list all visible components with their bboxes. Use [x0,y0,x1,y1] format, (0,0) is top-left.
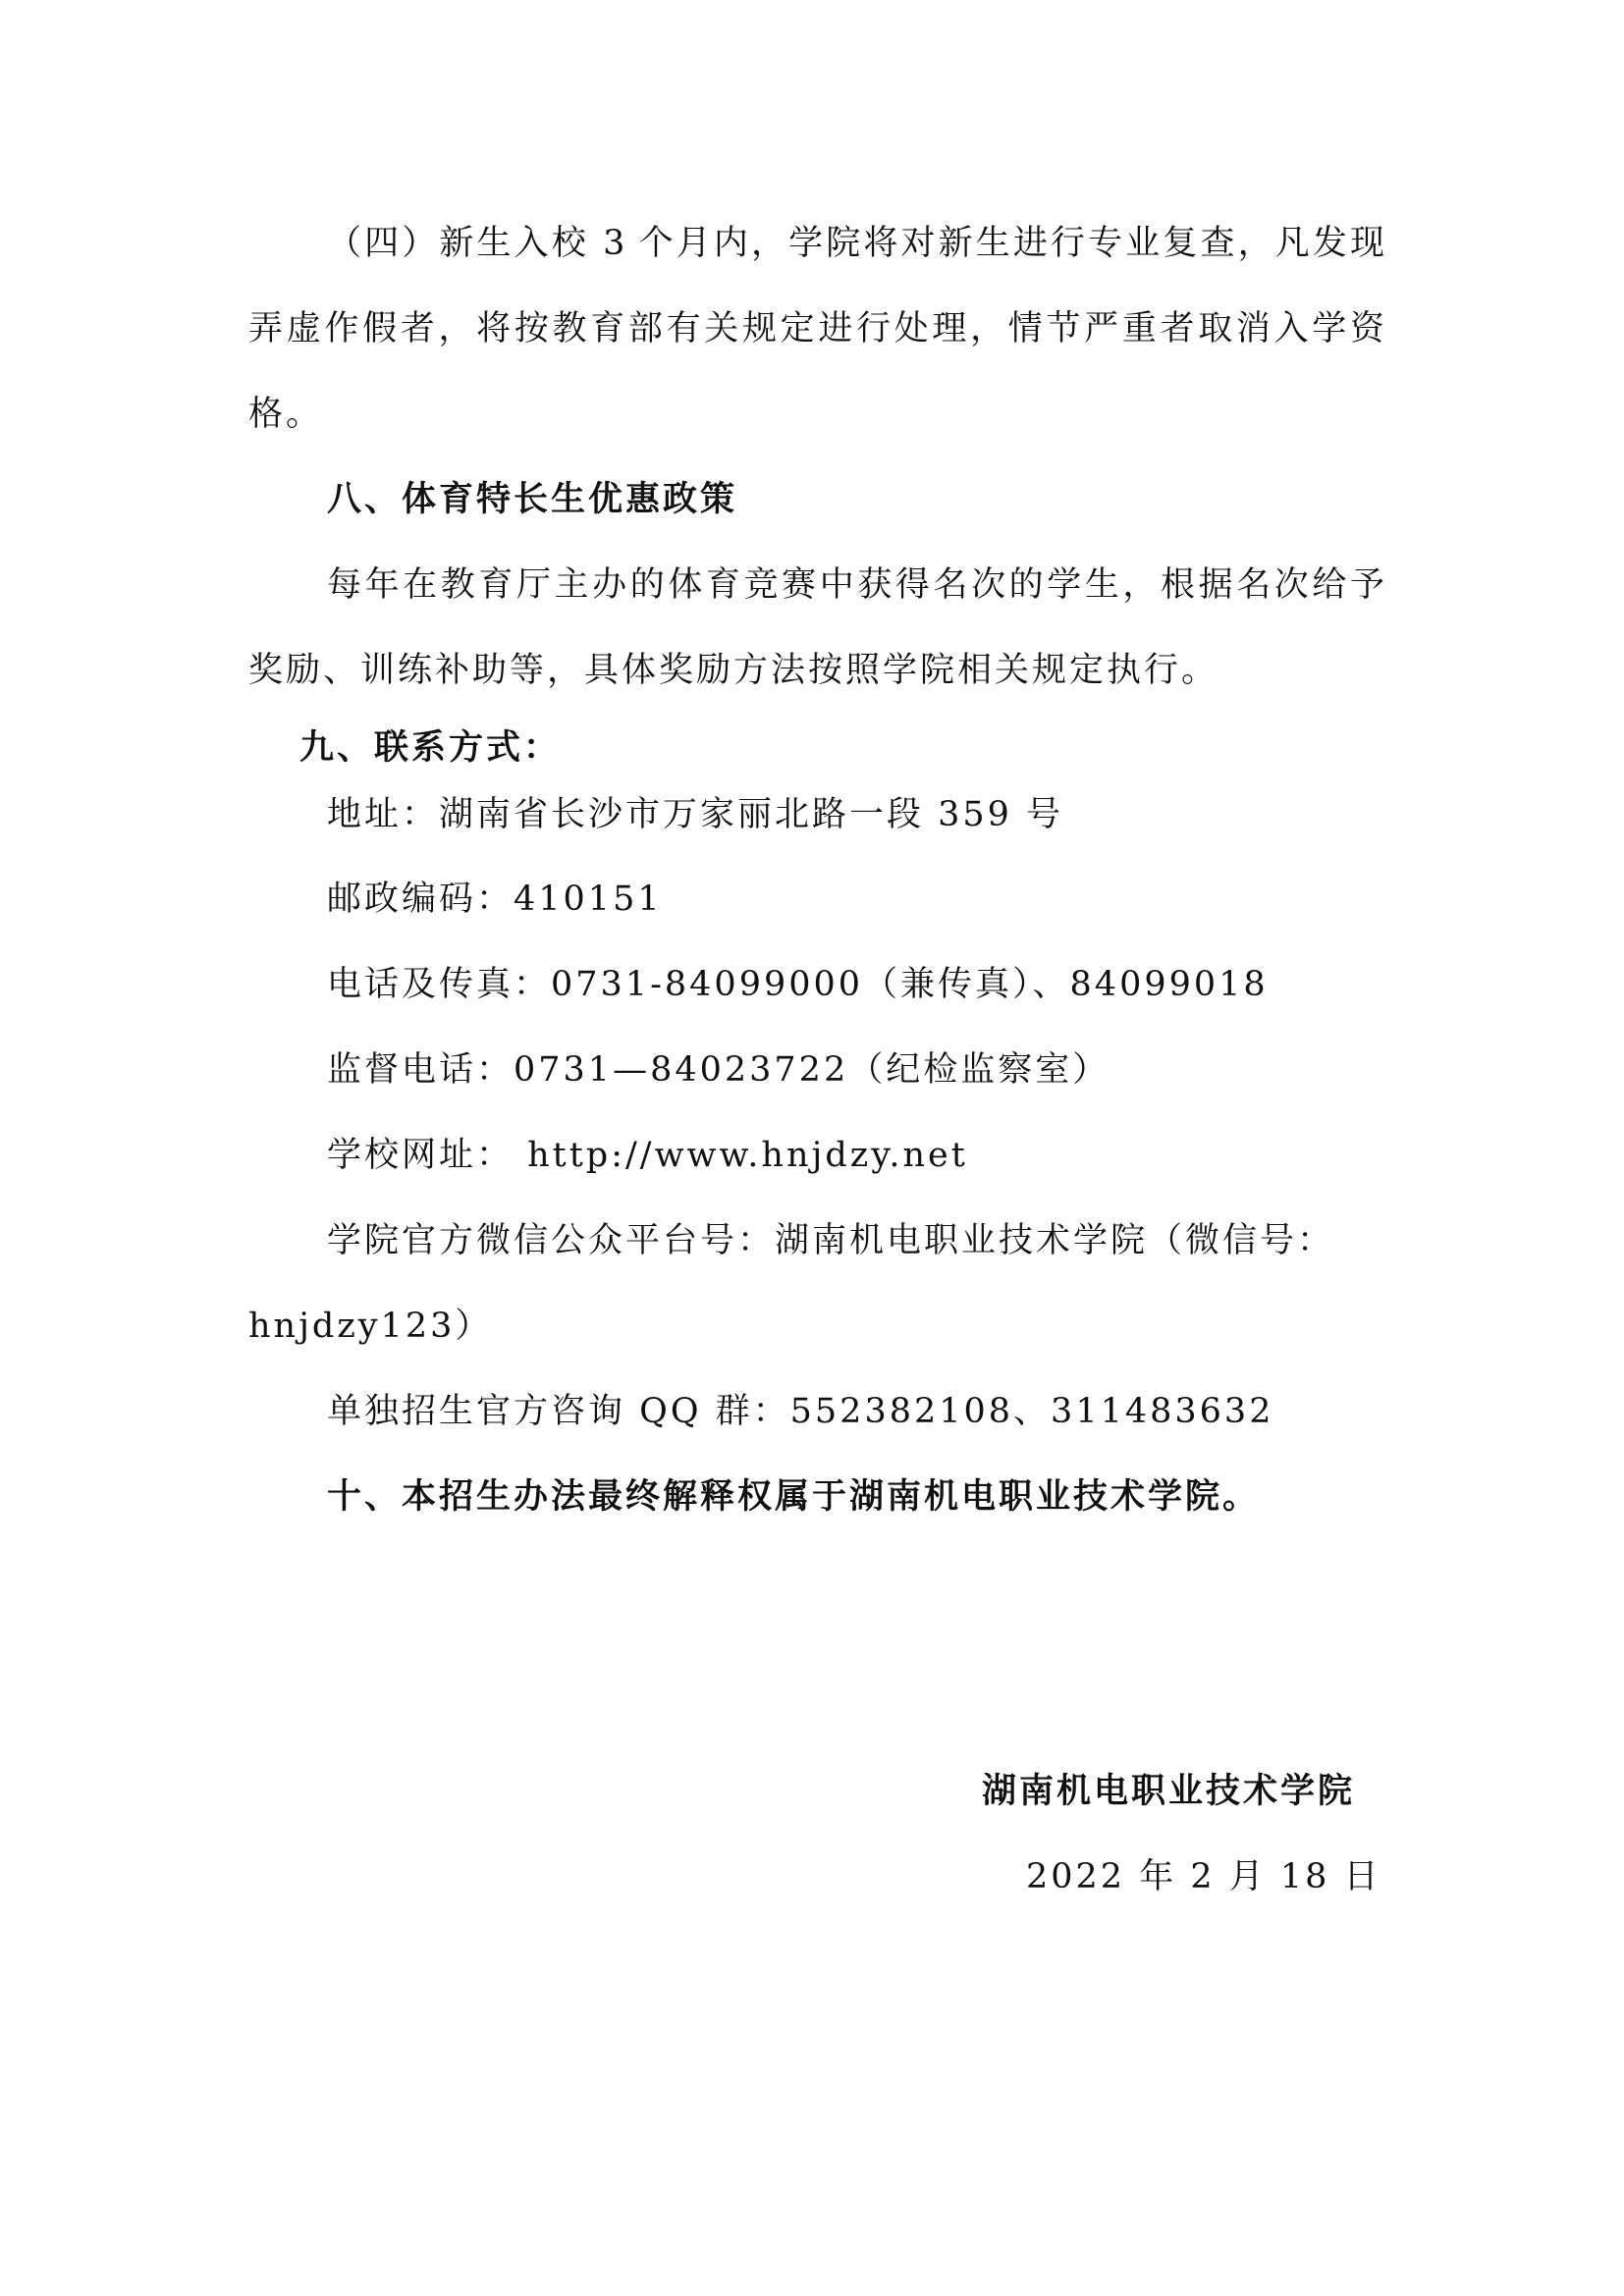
contact-wechat-line-2: hnjdzy123） [248,1307,493,1346]
section-10-statement: 十、本招生办法最终解释权属于湖南机电职业技术学院。 [327,1477,1261,1517]
section-8-heading: 八、体育特长生优惠政策 [327,480,738,519]
contact-address: 地址：湖南省长沙市万家丽北路一段 359 号 [327,795,1064,834]
contact-website: 学校网址： http://www.hnjdzy.net [327,1136,968,1175]
section-9-heading: 九、联系方式： [299,728,562,768]
contact-wechat-line-1: 学院官方微信公众平台号：湖南机电职业技术学院（微信号： [327,1221,1335,1260]
section-8-body-line-1: 每年在教育厅主办的体育竞赛中获得名次的学生，根据名次给予 [327,565,1384,605]
paragraph-4-line-2: 弄虚作假者，将按教育部有关规定进行处理，情节严重者取消入学资 [248,309,1384,348]
paragraph-4-line-3: 格。 [248,395,324,434]
paragraph-4-line-1: （四）新生入校 3 个月内，学院将对新生进行专业复查，凡发现 [327,224,1384,263]
contact-qq-groups: 单独招生官方咨询 QQ 群：552382108、311483632 [327,1392,1274,1431]
contact-postcode: 邮政编码：410151 [327,880,663,919]
section-8-body-line-2: 奖励、训练补助等，具体奖励方法按照学院相关规定执行。 [248,651,1219,690]
signature-date: 2022 年 2 月 18 日 [1026,1857,1381,1896]
contact-phone-fax: 电话及传真：0731-84099000（兼传真）、84099018 [327,965,1269,1004]
contact-supervision-phone: 监督电话：0731—84023722（纪检监察室） [327,1050,1110,1090]
signature-institution: 湖南机电职业技术学院 [982,1772,1356,1811]
